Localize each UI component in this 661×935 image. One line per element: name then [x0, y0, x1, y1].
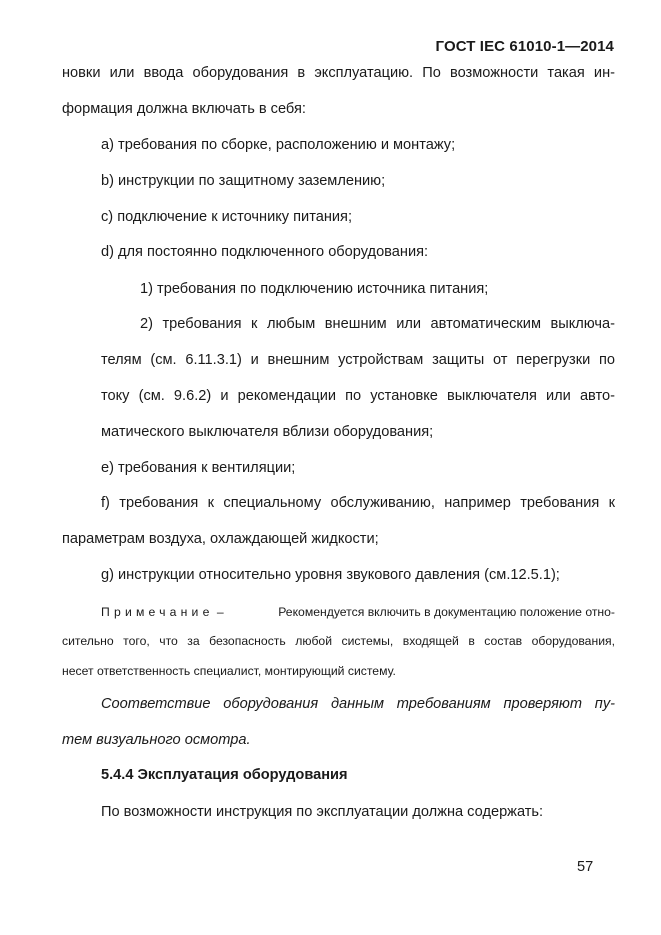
list-item-c: c) подключение к источнику питания; — [101, 209, 352, 225]
sublist-item-2-cont: телям (см. 6.11.3.1) и внешним устройствам защиты от перегрузки по — [101, 352, 615, 368]
body-line: новки или ввода оборудования в эксплуатацию. По возможности такая ин- — [62, 65, 615, 81]
sublist-item-2-cont: матического выключателя вблизи оборудования; — [101, 424, 434, 440]
note-label: Примечание — [101, 605, 214, 619]
list-item-b: b) инструкции по защитному заземлению; — [101, 173, 386, 189]
note-line — [101, 603, 615, 621]
compliance-line: тем визуального осмотра. — [62, 732, 251, 748]
list-item-e: e) требования к вентиляции; — [101, 460, 296, 476]
sublist-item-1: 1) требования по подключению источника питания; — [140, 281, 489, 297]
note-line: несет ответственность специалист, монтирующий систему. — [62, 664, 396, 678]
list-item-g: g) инструкции относительно уровня звукового давления (см.12.5.1); — [101, 567, 560, 583]
sublist-item-2: 2) требования к любым внешним или автоматическим выключа- — [140, 316, 615, 332]
page-number: 57 — [577, 859, 594, 875]
compliance-line: Соответствие оборудования данным требованиям проверяют пу- — [101, 696, 615, 712]
document-header: ГОСТ IEC 61010-1—2014 — [435, 38, 614, 55]
list-item-d: d) для постоянно подключенного оборудования: — [101, 244, 429, 260]
note-text: Рекомендуется включить в документацию положение отно- — [278, 605, 615, 619]
list-item-f-cont: параметрам воздуха, охлаждающей жидкости; — [62, 531, 379, 547]
body-line: формация должна включать в себя: — [62, 101, 306, 117]
section-title: 5.4.4 Эксплуатация оборудования — [101, 767, 348, 783]
list-item-f: f) требования к специальному обслуживанию, например требования к — [101, 495, 615, 511]
body-line: По возможности инструкция по эксплуатации должна содержать: — [101, 804, 544, 820]
list-item-a: a) требования по сборке, расположению и монтажу; — [101, 137, 456, 153]
sublist-item-2-cont: току (см. 9.6.2) и рекомендации по установке выключателя или авто- — [101, 388, 615, 404]
note-dash: – — [213, 605, 224, 619]
note-line: сительно того, что за безопасность любой системы, входящей в состав оборудования, — [62, 634, 615, 648]
